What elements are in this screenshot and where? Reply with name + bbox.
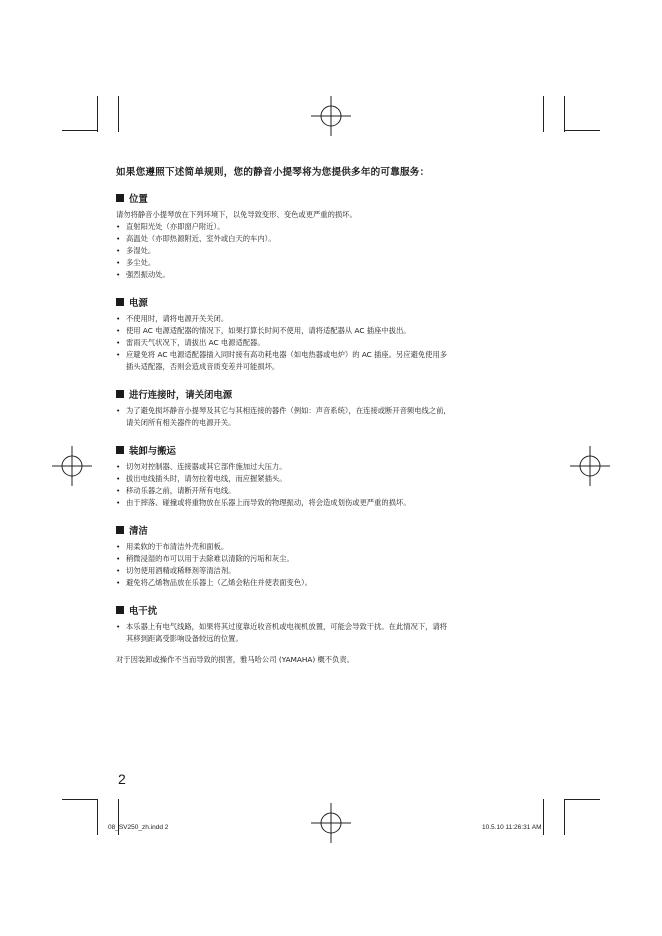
list-item-text <box>126 565 544 577</box>
list-item-text <box>126 221 544 233</box>
bullet-icon: • <box>116 498 121 507</box>
bullet-icon: • <box>116 542 121 551</box>
list-item-text <box>126 473 544 485</box>
page-number: 2 <box>118 771 126 787</box>
crop-mark <box>564 799 565 835</box>
section-title: 装卸与搬运 <box>129 446 176 457</box>
list-item-text <box>126 325 544 337</box>
section-heading <box>116 443 544 457</box>
registration-mark-right <box>570 446 610 486</box>
registration-mark-top <box>311 96 351 136</box>
crop-mark <box>543 799 544 835</box>
registration-mark-bottom <box>311 803 351 843</box>
bullet-icon: • <box>116 338 121 347</box>
section-title: 位置 <box>129 194 148 205</box>
list-item-line: 移动乐器之前，请断开所有电线。 <box>126 486 236 495</box>
list-item-line: 其移到距离受影响设备较远的位置。 <box>126 634 243 643</box>
list-item-line: 强烈振动处。 <box>126 270 170 279</box>
section-heading <box>116 295 544 309</box>
list-item-text <box>126 577 544 589</box>
list-item-text <box>126 269 544 281</box>
list-item <box>116 221 544 233</box>
list-item-line: 由于摔落、碰撞或将重物放在乐器上而导致的物理振动，将会造成划伤或更严重的损坏。 <box>126 498 411 507</box>
closing-note: 对于因装卸或操作不当而导致的损害，雅马哈公司 (YAMAHA) 概不负责。 <box>116 655 354 664</box>
section-title: 电干扰 <box>129 606 158 617</box>
square-bullet-icon <box>116 298 124 306</box>
bullet-icon: • <box>116 234 121 243</box>
registration-mark-left <box>52 446 92 486</box>
section <box>116 443 544 509</box>
list-item-text <box>126 553 544 565</box>
bullet-icon: • <box>116 270 121 279</box>
bullet-icon: • <box>116 486 121 495</box>
list-item-text <box>126 485 544 497</box>
list-item <box>116 541 544 553</box>
list-item-text <box>126 405 544 429</box>
bullet-icon: • <box>116 622 121 631</box>
section <box>116 523 544 589</box>
bullet-icon: • <box>116 578 121 587</box>
list-item-text <box>126 621 544 645</box>
intro-heading: 如果您遵照下述简单规则，您的静音小提琴将为您提供多年的可靠服务： <box>116 167 430 178</box>
section <box>116 387 544 429</box>
list-item-text <box>126 337 544 349</box>
section-heading <box>116 523 544 537</box>
list-item-line: 高温处（亦即热源附近、室外或白天的车内）。 <box>126 234 276 243</box>
list-item <box>116 577 544 589</box>
slug-timestamp: 10.5.10 11:26:31 AM <box>482 824 542 831</box>
crop-mark <box>62 799 98 800</box>
list-item <box>116 473 544 485</box>
list-item-line: 切勿使用酒精或稀释剂等清洁剂。 <box>126 566 236 575</box>
section <box>116 603 544 645</box>
list-item-line: 避免将乙烯物品放在乐器上（乙烯会粘住并使表面变色）。 <box>126 578 313 587</box>
bullet-icon: • <box>116 314 121 323</box>
list-item-line: 为了避免损坏静音小提琴及其它与其相连接的器件（例如：声音系统），在连接或断开音频电线之前， <box>126 406 451 415</box>
section-lead: 请勿将静音小提琴放在下列环境下，以免导致变形、变色或更严重的损坏。 <box>116 210 357 219</box>
section-title: 清洁 <box>129 526 148 537</box>
section-title: 进行连接时，请关闭电源 <box>129 390 233 401</box>
list-item-text <box>126 541 544 553</box>
square-bullet-icon <box>116 526 124 534</box>
list-item <box>116 349 544 373</box>
list-item <box>116 337 544 349</box>
bullet-icon: • <box>116 246 121 255</box>
crop-mark <box>564 799 600 800</box>
crop-mark <box>543 96 544 132</box>
list-item <box>116 233 544 245</box>
list-item-line: 使用 AC 电源适配器的情况下，如果打算长时间不使用，请将适配器从 AC 插座中拔出。 <box>126 326 411 335</box>
list-item-text <box>126 313 544 325</box>
crop-mark <box>118 96 119 132</box>
list-item <box>116 405 544 429</box>
list-item <box>116 485 544 497</box>
crop-mark <box>564 130 600 131</box>
crop-mark <box>564 96 565 132</box>
list-item-line: 插头适配器，否则会造成音质变差并可能损坏。 <box>126 362 280 371</box>
square-bullet-icon <box>116 194 124 202</box>
bullet-icon: • <box>116 258 121 267</box>
list-item-line: 稍微浸湿的布可以用于去除难以清除的污垢和灰尘。 <box>126 554 294 563</box>
list-item-line: 用柔软的干布清洁外壳和面板。 <box>126 542 229 551</box>
list-item-text <box>126 257 544 269</box>
bullet-icon: • <box>116 350 121 359</box>
list-item-line: 切勿对控制器、连接器或其它部件施加过大压力。 <box>126 462 287 471</box>
list-item-text <box>126 233 544 245</box>
bullet-icon: • <box>116 326 121 335</box>
list-item <box>116 269 544 281</box>
section-title: 电源 <box>129 298 148 309</box>
bullet-icon: • <box>116 566 121 575</box>
list-item-text <box>126 461 544 473</box>
section <box>116 191 544 281</box>
crop-mark <box>97 799 98 835</box>
bullet-icon: • <box>116 222 121 231</box>
list-item-line: 多湿处。 <box>126 246 156 255</box>
bullet-icon: • <box>116 406 121 415</box>
list-item <box>116 565 544 577</box>
crop-mark <box>62 130 98 131</box>
section-heading <box>116 191 544 205</box>
list-item-line: 直射阳光处（亦即窗户附近）。 <box>126 222 225 231</box>
list-item-line: 请关闭所有相关器件的电源开关。 <box>126 418 236 427</box>
list-item-line: 拔出电线插头时，请勿拉着电线，而应握紧插头。 <box>126 474 287 483</box>
list-item-text <box>126 497 544 509</box>
list-item <box>116 325 544 337</box>
list-item <box>116 461 544 473</box>
list-item-line: 雷雨天气状况下，请拔出 AC 电源适配器。 <box>126 338 265 347</box>
list-item <box>116 313 544 325</box>
list-item-text <box>126 245 544 257</box>
list-item-line: 应避免将 AC 电源适配器插入同时接有高功耗电器（如电热器或电炉）的 AC 插座。另应避免使用多 <box>126 350 448 359</box>
bullet-icon: • <box>116 474 121 483</box>
bullet-icon: • <box>116 462 121 471</box>
list-item <box>116 257 544 269</box>
crop-mark <box>97 96 98 132</box>
slug-filename: 08_SV250_zh.indd 2 <box>108 824 169 831</box>
sections-list <box>116 191 544 645</box>
square-bullet-icon <box>116 390 124 398</box>
square-bullet-icon <box>116 606 124 614</box>
bullet-icon: • <box>116 554 121 563</box>
list-item <box>116 245 544 257</box>
list-item-line: 不使用时，请将电源开关关闭。 <box>126 314 229 323</box>
section <box>116 295 544 373</box>
list-item-line: 多尘处。 <box>126 258 156 267</box>
list-item <box>116 497 544 509</box>
page-body <box>116 164 544 673</box>
list-item <box>116 621 544 645</box>
square-bullet-icon <box>116 446 124 454</box>
section-heading <box>116 603 544 617</box>
list-item-line: 本乐器上有电气线路，如果将其过度靠近收音机或电视机放置，可能会导致干扰。在此情况下，请将 <box>126 622 448 631</box>
list-item <box>116 553 544 565</box>
section-heading <box>116 387 544 401</box>
list-item-text <box>126 349 544 373</box>
